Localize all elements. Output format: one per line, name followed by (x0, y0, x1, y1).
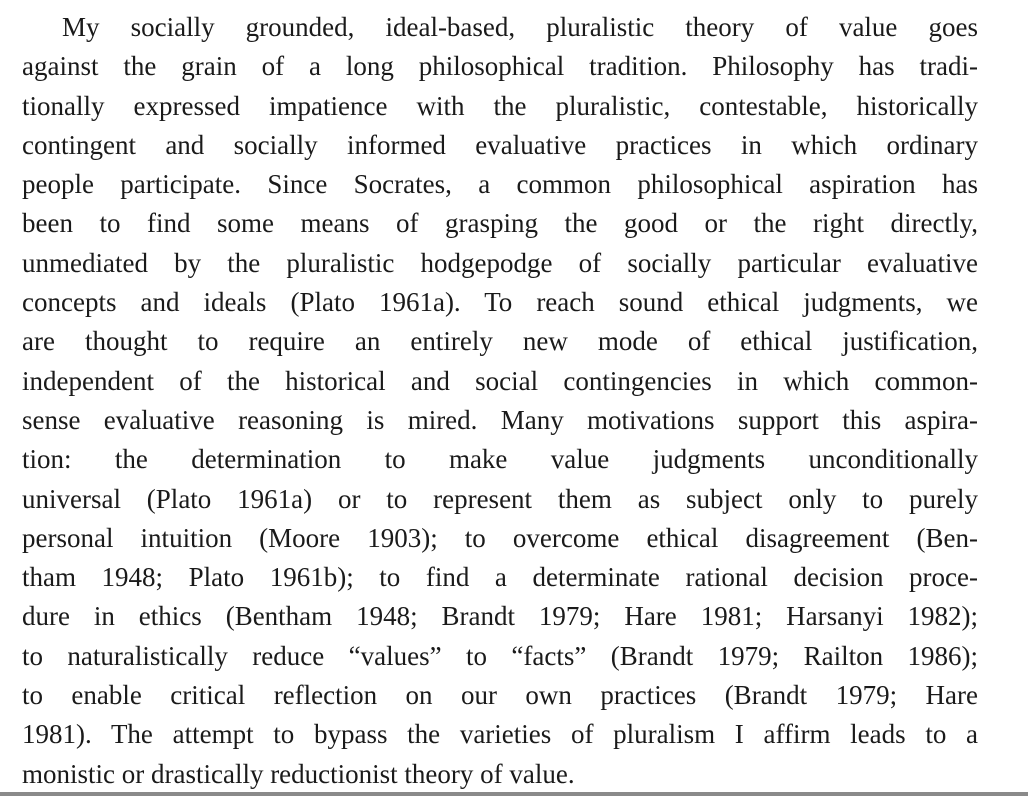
body-paragraph (22, 8, 978, 794)
paragraph-line: dure in ethics (Bentham 1948; Brandt 1979; Hare 1981; Harsanyi 1982); (22, 601, 978, 632)
paragraph-line: to enable critical reflection on our own practices (Brandt 1979; Hare (22, 680, 978, 711)
paragraph-line: 1981). The attempt to bypass the varieties of pluralism I affirm leads to a (22, 719, 978, 750)
paragraph-line: My socially grounded, ideal-based, pluralistic theory of value goes (62, 12, 978, 42)
paragraph-line: independent of the historical and social contingencies in which common- (22, 365, 978, 396)
clipped-line-above (0, 0, 1028, 6)
paragraph-line: people participate. Since Socrates, a common philosophical aspiration has (22, 169, 978, 200)
paragraph-line: been to find some means of grasping the good or the right directly, (22, 208, 978, 239)
paragraph-line: monistic or drastically reductionist theory of value. (22, 758, 575, 789)
paragraph-line: universal (Plato 1961a) or to represent them as subject only to purely (22, 483, 978, 514)
paragraph-line: to naturalistically reduce “values” to “facts” (Brandt 1979; Railton 1986); (22, 640, 978, 671)
paragraph-line: sense evaluative reasoning is mired. Many motivations support this aspira- (22, 404, 978, 435)
paragraph-line: tion: the determination to make value judgments unconditionally (22, 444, 978, 475)
paragraph-line: unmediated by the pluralistic hodgepodge of socially particular evaluative (22, 247, 978, 278)
paragraph-line: against the grain of a long philosophical tradition. Philosophy has tradi- (22, 51, 978, 82)
paragraph-line: tham 1948; Plato 1961b); to find a determinate rational decision proce- (22, 562, 978, 593)
paragraph-line: tionally expressed impatience with the pluralistic, contestable, historically (22, 90, 978, 121)
paragraph-line: contingent and socially informed evaluative practices in which ordinary (22, 129, 978, 160)
paragraph-line: are thought to require an entirely new mode of ethical justification, (22, 326, 978, 357)
clipped-line-below (0, 792, 1028, 798)
paragraph-line: personal intuition (Moore 1903); to overcome ethical disagreement (Ben- (22, 522, 978, 553)
paragraph-line: concepts and ideals (Plato 1961a). To reach sound ethical judgments, we (22, 287, 978, 318)
